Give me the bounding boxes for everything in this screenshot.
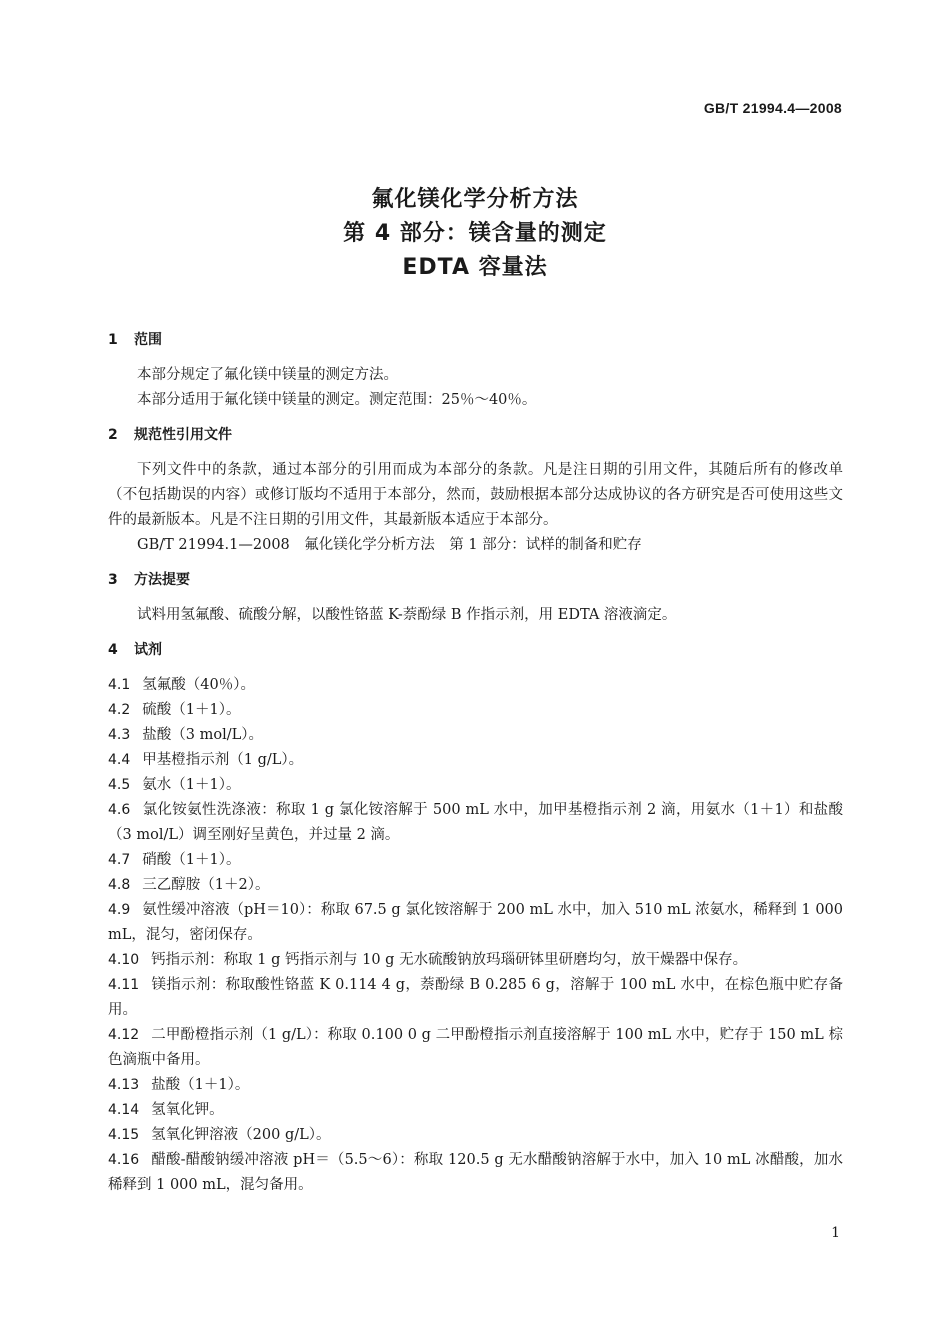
item-text: 氨水（1＋1）。 <box>142 777 241 793</box>
item-number: 4.7 <box>108 852 131 868</box>
list-item <box>108 1023 843 1073</box>
paragraph: 本部分规定了氟化镁中镁量的测定方法。 <box>137 367 398 383</box>
paragraph: 本部分适用于氟化镁中镁量的测定。测定范围：25％～40％。 <box>137 392 537 408</box>
section-number: 2 <box>108 427 118 443</box>
item-number: 4.16 <box>108 1152 140 1168</box>
list-item <box>108 973 843 1023</box>
item-text: 硝酸（1＋1）。 <box>142 852 241 868</box>
item-number: 4.15 <box>108 1127 140 1143</box>
list-item <box>108 698 843 723</box>
item-text: 氢氧化钾溶液（200 g/L）。 <box>151 1127 331 1143</box>
item-number: 4.9 <box>108 902 131 918</box>
section-number: 3 <box>108 572 118 588</box>
item-number: 4.2 <box>108 702 131 718</box>
document-title <box>0 183 950 285</box>
section-title: 范围 <box>134 332 162 348</box>
item-number: 4.6 <box>108 802 131 818</box>
item-number: 4.8 <box>108 877 131 893</box>
document-body <box>108 328 843 1198</box>
item-number: 4.5 <box>108 777 131 793</box>
title-line-2: 第 4 部分：镁含量的测定 <box>343 221 607 246</box>
standard-number: GB/T 21994.4—2008 <box>703 100 842 116</box>
item-number: 4.10 <box>108 952 140 968</box>
list-item <box>108 1098 843 1123</box>
list-item <box>108 673 843 698</box>
section-3-heading <box>108 568 843 593</box>
section-4-heading <box>108 638 843 663</box>
list-item <box>108 748 843 773</box>
reagent-list <box>108 673 843 1198</box>
normative-reference: GB/T 21994.1—2008 氟化镁化学分析方法 第 1 部分：试样的制备和贮存 <box>137 537 642 553</box>
item-number: 4.12 <box>108 1027 140 1043</box>
page-number: 1 <box>831 1225 840 1241</box>
section-title: 试剂 <box>134 642 162 658</box>
item-text: 盐酸（1＋1）。 <box>151 1077 250 1093</box>
item-text: 氢氟酸（40％）。 <box>142 677 255 693</box>
list-item <box>108 898 843 948</box>
title-line-3: EDTA 容量法 <box>402 255 548 280</box>
item-number: 4.13 <box>108 1077 140 1093</box>
section-title: 规范性引用文件 <box>134 427 232 443</box>
item-text: 盐酸（3 mol/L）。 <box>142 727 263 743</box>
section-title: 方法提要 <box>134 572 190 588</box>
list-item <box>108 1123 843 1148</box>
item-text: 三乙醇胺（1＋2）。 <box>142 877 270 893</box>
list-item <box>108 1073 843 1098</box>
item-text: 甲基橙指示剂（1 g/L）。 <box>142 752 304 768</box>
list-item <box>108 773 843 798</box>
item-text: 硫酸（1＋1）。 <box>142 702 241 718</box>
item-text: 镁指示剂：称取酸性铬蓝 K 0.114 4 g，萘酚绿 B 0.285 6 g，溶解于 100 mL 水中，在棕色瓶中贮存备用。 <box>108 977 843 1018</box>
item-number: 4.3 <box>108 727 131 743</box>
section-number: 4 <box>108 642 118 658</box>
item-number: 4.11 <box>108 977 140 993</box>
section-1-heading <box>108 328 843 353</box>
list-item <box>108 1148 843 1198</box>
item-text: 氨性缓冲溶液（pH＝10）：称取 67.5 g 氯化铵溶解于 200 mL 水中，加入 510 mL 浓氨水，稀释到 1 000 mL，混匀，密闭保存。 <box>108 902 843 943</box>
paragraph: 下列文件中的条款，通过本部分的引用而成为本部分的条款。凡是注日期的引用文件，其随后所有的修改单（不包括勘误的内容）或修订版均不适用于本部分，然而，鼓励根据本部分达成协议的各方研究是否可使用这些文件的最新版本。凡是不注日期的引用文件，其最新版本适应于本部分。 <box>108 462 843 528</box>
item-number: 4.4 <box>108 752 131 768</box>
item-text: 醋酸-醋酸钠缓冲溶液 pH＝（5.5～6）：称取 120.5 g 无水醋酸钠溶解于水中，加入 10 mL 冰醋酸，加水稀释到 1 000 mL，混匀备用。 <box>108 1152 843 1193</box>
list-item <box>108 948 843 973</box>
item-text: 二甲酚橙指示剂（1 g/L）：称取 0.100 0 g 二甲酚橙指示剂直接溶解于 100 mL 水中，贮存于 150 mL 棕色滴瓶中备用。 <box>108 1027 843 1068</box>
item-number: 4.1 <box>108 677 131 693</box>
item-text: 氢氧化钾。 <box>151 1102 224 1118</box>
title-line-1: 氟化镁化学分析方法 <box>371 187 579 212</box>
list-item <box>108 798 843 848</box>
item-number: 4.14 <box>108 1102 140 1118</box>
list-item <box>108 723 843 748</box>
section-2-heading <box>108 423 843 448</box>
item-text: 氯化铵氨性洗涤液：称取 1 g 氯化铵溶解于 500 mL 水中，加甲基橙指示剂 2 滴，用氨水（1＋1）和盐酸（3 mol/L）调至刚好呈黄色，并过量 2 滴。 <box>108 802 843 843</box>
list-item <box>108 848 843 873</box>
section-number: 1 <box>108 332 118 348</box>
item-text: 钙指示剂：称取 1 g 钙指示剂与 10 g 无水硫酸钠放玛瑙研钵里研磨均匀，放干燥器中保存。 <box>151 952 748 968</box>
paragraph: 试料用氢氟酸、硫酸分解，以酸性铬蓝 K-萘酚绿 B 作指示剂，用 EDTA 溶液滴定。 <box>137 607 677 623</box>
list-item <box>108 873 843 898</box>
